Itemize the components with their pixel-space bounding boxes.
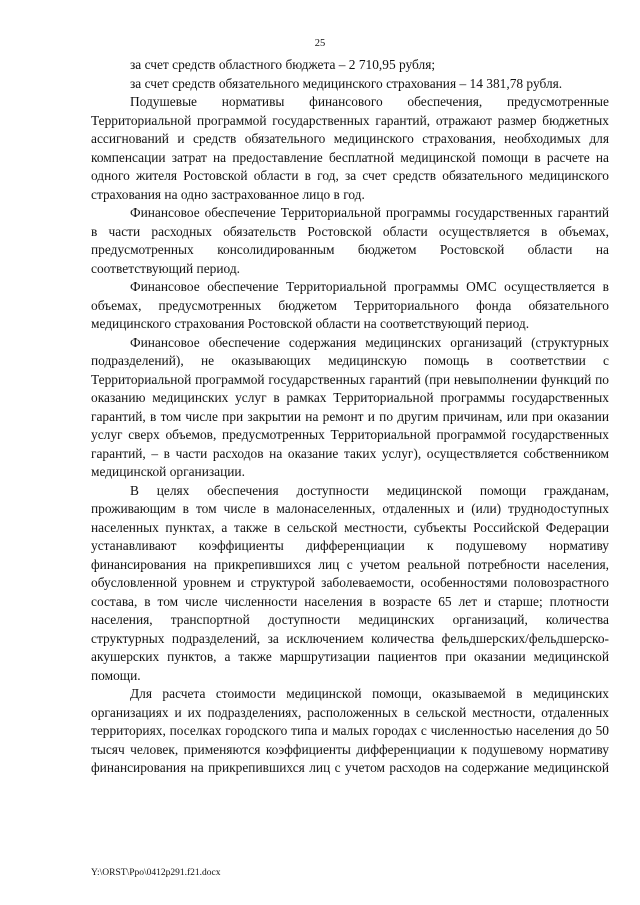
paragraph-per-capita-norms: Подушевые нормативы финансового обеспечения, предусмотренные Территориальной программой государственных гарантий, отражают размер бюджетных ассигнований и средств обязательного медицинского страхования, необходимых для компенсации затрат на предоставление бесплатной медицинской помощи в расчете на одного жителя Ростовской области в год, за счет средств обязательного медицинского страхования на одно застрахованное лицо в год. [91,94,609,202]
paragraph-maintenance-financing: Финансовое обеспечение содержания медицинских организаций (структурных подразделений), не оказывающих медицинскую помощь в соответствии с Территориальной программой государственных гарантий (при невыполнении функций по оказанию медицинских услуг в рамках Территориальной программы государственных гарантий, в том числе при закрытии на ремонт и по другим причинам, или при оказании услуг сверх объемов, предусмотренных Территориальной программой государственных гарантий, – в части расходов на оказание таких услуг), осуществляется собственником медицинской организации. [91,334,609,479]
page-number: 25 [314,38,326,49]
paragraph-oms-funds: за счет средств обязательного медицинского страхования – 14 381,78 рубля. [130,75,563,91]
document-body [91,56,609,778]
paragraph-accessibility-coefficients: В целях обеспечения доступности медицинской помощи гражданам, проживающим в том числе в малонаселенных, отдаленных и (или) труднодоступных населенных пунктах, а также в сельской местности, субъекты Российской Федерации устанавливают коэффициенты дифференциации к подушевому нормативу финансирования на прикрепившихся лиц с учетом реальной потребности населения, обусловленной уровнем и структурой заболеваемости, особенностями половозрастного состава, в том числе численности населения в возрасте 65 лет и старше; плотности населения, транспортной доступности медицинских организаций, количества структурных подразделений, за исключением количества фельдшерских/фельдшерско-акушерских пунктов, а также маршрутизации пациентов при оказании медицинской помощи. [91,482,609,683]
paragraph-budget-financing: Финансовое обеспечение Территориальной программы государственных гарантий в части расходных обязательств Ростовской области осуществляется в объемах, предусмотренных консолидированным бюджетом Ростовской области на соответствующий период. [91,205,609,276]
file-path-footer: Y:\ORST\Ppo\0412p291.f21.docx [91,868,221,878]
paragraph-oms-program-financing: Финансовое обеспечение Территориальной программы ОМС осуществляется в объемах, предусмотренных бюджетом Территориального фонда обязательного медицинского страхования Ростовской области на соответствующий период. [91,279,609,331]
paragraph-regional-budget: за счет средств областного бюджета – 2 710,95 рубля; [130,57,436,72]
paragraph-rural-cost-calculation: Для расчета стоимости медицинской помощи, оказываемой в медицинских организациях и их подразделениях, расположенных в сельской местности, отдаленных территориях, поселках городского типа и малых городах с численностью населения до 50 тысяч человек, применяются коэффициенты дифференциации к подушевому нормативу финансирования на прикрепившихся лиц с учетом расходов на содержание медицинской [91,686,609,775]
